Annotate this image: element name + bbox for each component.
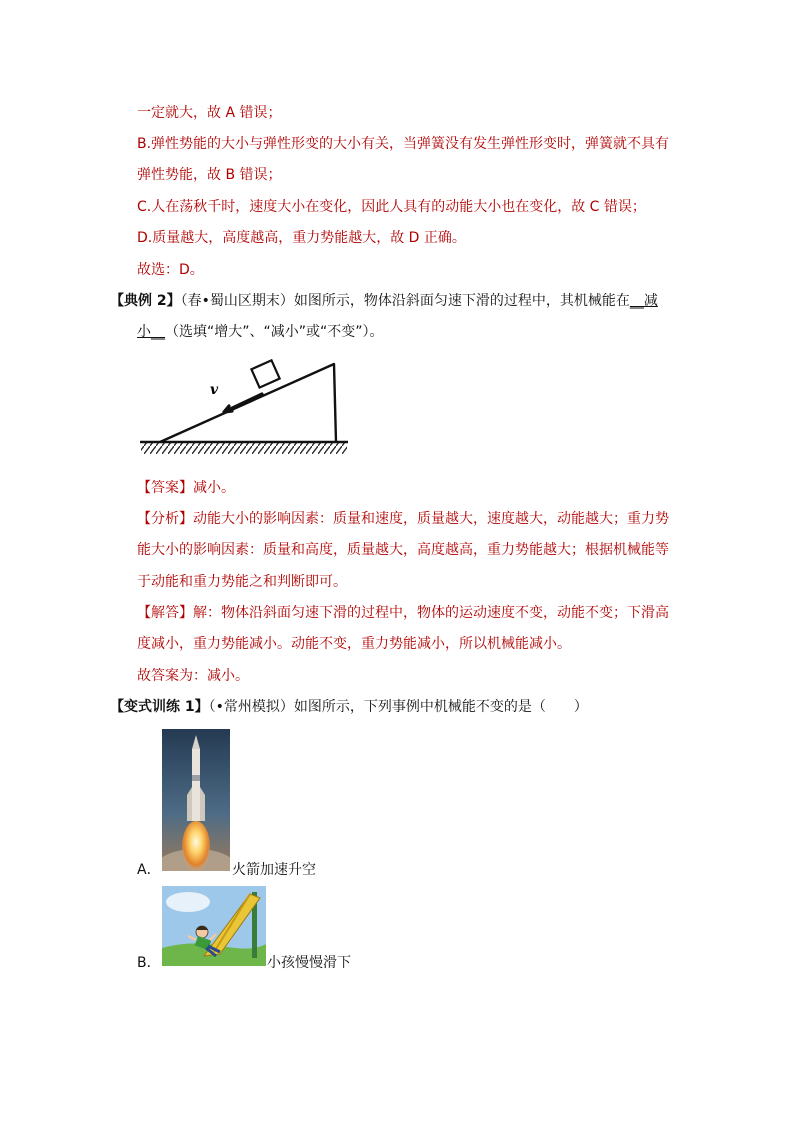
option-b[interactable] [137, 954, 161, 972]
example2-question [110, 292, 658, 310]
analysis-line-1 [137, 510, 669, 528]
cartoon-cloud [166, 892, 210, 912]
example2-text2: （选填“增大”、“减小”或“不变”）。 [165, 324, 384, 340]
variant-tag: 【变式训练 1】 [110, 699, 209, 715]
slide-cartoon [162, 886, 266, 966]
rocket-photo [162, 729, 230, 871]
answer-text: 减小。 [193, 480, 235, 496]
rocket-stripe [192, 775, 200, 781]
answer-blank-b: 小__ [137, 324, 165, 340]
example2-question-cont [137, 323, 384, 341]
velocity-label: v [210, 382, 219, 398]
velocity-arrow [224, 394, 262, 412]
answer-tag: 【答案】 [137, 480, 193, 496]
analysis-line-3: 于动能和重力势能之和判断即可。 [137, 574, 347, 590]
solution-line-2: 度减小，重力势能减小。动能不变，重力势能减小，所以机械能减小。 [137, 636, 571, 652]
analysis-line-2: 能大小的影响因素：质量和高度，质量越大，高度越高，重力势能越大；根据机械能等 [137, 542, 669, 558]
option-a[interactable] [137, 861, 161, 879]
text-line-5: D.质量越大，高度越高，重力势能越大，故 D 正确。 [137, 230, 466, 246]
rocket-body [192, 749, 200, 821]
text-line-3: 弹性势能，故 B 错误； [137, 167, 282, 183]
text-line-2: B.弹性势能的大小与弹性形变的大小有关，当弹簧没有发生弹性形变时，弹簧就不具有 [137, 136, 670, 152]
option-b-letter: B． [137, 955, 161, 971]
variant-text: （•常州模拟）如图所示，下列事例中机械能不变的是（ ） [208, 699, 588, 715]
text-line-6: 故选：D。 [137, 262, 204, 278]
text-line-1: 一定就大，故 A 错误； [137, 105, 282, 121]
incline-triangle [160, 364, 336, 442]
option-b-caption: 小孩慢慢滑下 [267, 955, 351, 971]
answer-blank-a: __减 [629, 293, 658, 309]
example2-text: （春•蜀山区期末）如图所示，物体沿斜面匀速下滑的过程中，其机械能在 [180, 293, 630, 309]
solution-line-1 [137, 604, 669, 622]
analysis-tag: 【分析】 [137, 511, 193, 527]
option-a-caption: 火箭加速升空 [232, 862, 316, 878]
option-a-letter: A． [137, 862, 161, 878]
solution-tag: 【解答】 [137, 605, 193, 621]
answer-line [137, 479, 235, 497]
variant-question [110, 698, 588, 716]
incline-diagram [138, 358, 350, 466]
rocket-flame [182, 821, 210, 871]
example2-tag: 【典例 2】 [110, 293, 181, 309]
solution-text-1: 解：物体沿斜面匀速下滑的过程中，物体的运动速度不变，动能不变；下滑高 [193, 605, 669, 621]
text-line-4: C.人在荡秋千时，速度大小在变化，因此人具有的动能大小也在变化，故 C 错误； [137, 199, 646, 215]
solution-line-3: 故答案为：减小。 [137, 668, 249, 684]
ground-hatch [141, 442, 347, 454]
block [251, 360, 279, 387]
analysis-text-1: 动能大小的影响因素：质量和速度，质量越大，速度越大，动能越大；重力势 [193, 511, 669, 527]
